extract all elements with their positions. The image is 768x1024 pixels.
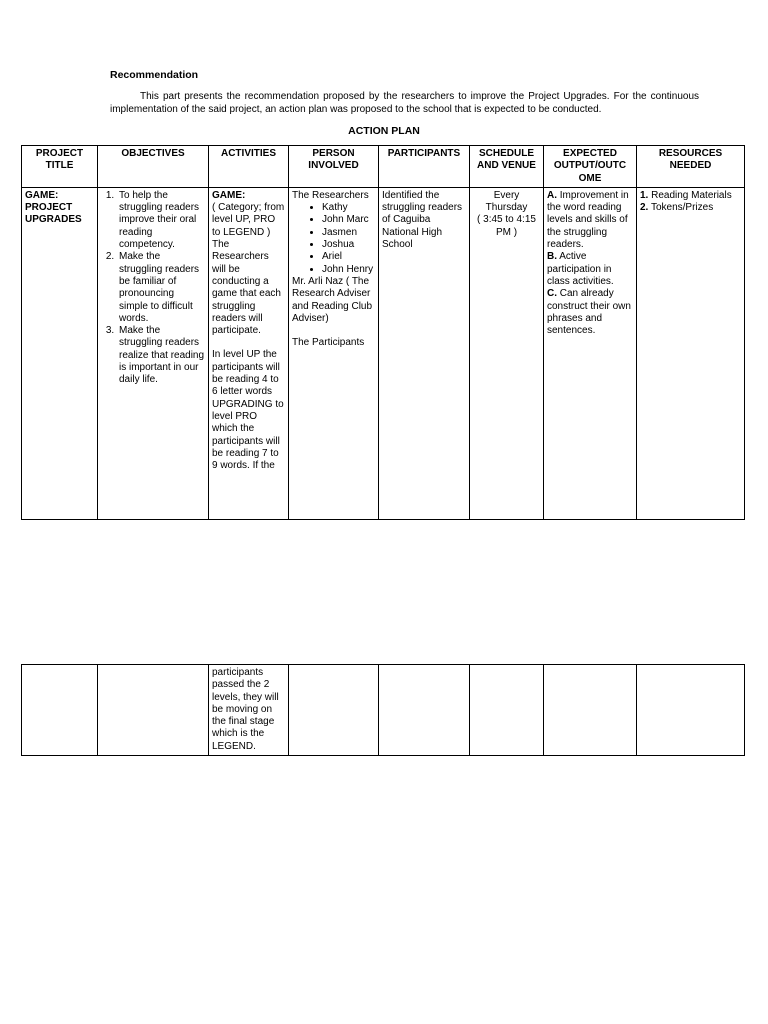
col-header-participants: PARTICIPANTS [379,146,470,188]
persons-intro: The Researchers [292,189,369,201]
schedule-day: Every Thursday [485,189,528,214]
expected-marker: A. [547,189,557,201]
schedule-cell [470,187,544,519]
empty-cell [470,665,544,756]
researcher-name: • Ariel [322,251,375,263]
expected-text: Active participation in class activities. [547,251,614,287]
expected-marker: C. [547,288,557,300]
action-plan-table-continued [21,664,745,756]
researcher-name: • John Henry [322,264,375,276]
intro-line-1: This part presents the recommendation proposed by the researchers to improve the Project Upgrades. For the [140,91,647,102]
expected-item [547,190,633,251]
objective-item: 3. Make the struggling readers realize that reading is important in our daily life. [117,325,205,386]
col-header-expected-output: EXPECTED OUTPUT/OUTC OME [544,146,637,188]
empty-cell [22,665,98,756]
empty-cell [98,665,209,756]
action-plan-table [21,145,745,520]
empty-cell [637,665,745,756]
researcher-name: • Kathy [322,202,375,214]
resource-item [640,190,741,202]
researcher-name: • John Marc [322,214,375,226]
expected-text: Improvement in the word reading levels and skills of the struggling readers. [547,189,629,251]
table-row [22,187,745,519]
activities-label: GAME: [212,189,246,201]
resource-marker: 2. [640,202,649,214]
resources-cell [637,187,745,519]
activities-cell [209,187,289,519]
section-heading: Recommendation [110,69,199,81]
resource-item [640,202,741,214]
project-title-cell: GAME: PROJECT UPGRADES [22,187,98,519]
activities-paragraph: ( Category; from level UP, PRO to LEGEND ) The Researchers will be conducting a game that each struggling readers will participate. [212,202,285,337]
empty-cell [379,665,470,756]
intro-paragraph [110,90,699,116]
col-header-objectives: OBJECTIVES [98,146,209,188]
col-header-activities: ACTIVITIES [209,146,289,188]
adviser-text: Mr. Arli Naz ( The Research Adviser and Reading Club Adviser) [292,275,373,324]
objective-item: 1. To help the struggling readers improve their oral reading competency. [117,190,205,251]
table-row [22,665,745,756]
col-header-project-title: PROJECT TITLE [22,146,98,188]
schedule-time: ( 3:45 to 4:15 PM ) [477,214,536,238]
col-header-person-involved: PERSON INVOLVED [289,146,379,188]
researcher-name: • Jasmen [322,227,375,239]
expected-marker: B. [547,251,557,263]
intro-line-2: continuous implementation of the said project, an action plan was proposed to the school that is expected to be conducted. [110,91,700,115]
expected-item [547,251,633,288]
participants-text: The Participants [292,337,365,349]
empty-cell [289,665,379,756]
resource-marker: 1. [640,189,649,201]
action-plan-title: ACTION PLAN [348,125,420,137]
researcher-list [292,202,375,276]
resource-text: Tokens/Prizes [648,202,714,214]
col-header-schedule: SCHEDULE AND VENUE [470,146,544,188]
activities-continued-cell: participants passed the 2 levels, they will be moving on the final stage which is the LEGEND. [209,665,289,756]
person-involved-cell [289,187,379,519]
researcher-name: • Joshua [322,239,375,251]
objectives-cell [98,187,209,519]
activities-paragraph: In level UP the participants will be reading 4 to 6 letter words UPGRADING to level PRO which the participants will be reading 7 to 9 words. If the [212,349,284,472]
expected-item [547,288,633,337]
expected-text: Can already construct their own phrases and sentences. [547,288,631,337]
table-header-row [22,146,745,188]
resource-text: Reading Materials [648,189,732,201]
empty-cell [544,665,637,756]
objectives-list [101,190,205,387]
participants-cell: Identified the struggling readers of Caguiba National High School [379,187,470,519]
col-header-resources: RESOURCES NEEDED [637,146,745,188]
expected-output-cell [544,187,637,519]
objective-item: 2. Make the struggling readers be familiar of pronouncing simple to difficult words. [117,251,205,325]
